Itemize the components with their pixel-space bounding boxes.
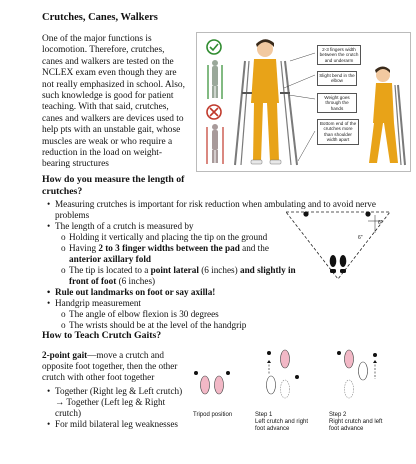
callout-weight-hands: Weight goes through the hands — [317, 93, 357, 113]
sub-item: o The wrists should be at the level of the handgrip — [61, 320, 247, 330]
distance-label: 6" — [358, 235, 363, 241]
sub-item: o The tip is located to a point lateral (6 inches) and slightly in — [61, 265, 296, 275]
intro-line: bearing structures — [42, 159, 109, 170]
intro-line: muscles are weak or who require a — [42, 136, 173, 147]
intro-line: not really emphasized in school. Also, — [42, 79, 185, 90]
list-item: • For mild bilateral leg weaknesses — [47, 419, 178, 429]
footprint-icon — [330, 255, 347, 273]
intro-line: canes and walkers are tested on the — [42, 56, 174, 67]
list-item: • Measuring crutches is important for risk reduction when ambulating and to avoid nerve — [47, 199, 376, 209]
list-item-cont: crutch) — [55, 408, 82, 418]
intro-line: canes and walkers are devices used to — [42, 113, 184, 124]
teach-heading: How to Teach Crutch Gaits? — [42, 330, 162, 341]
crutch-posture-illustration — [197, 33, 412, 173]
callout-crutch-apart: Bottom end of the crutches more than shoulder width apart — [317, 119, 359, 145]
list-item: • The length of a crutch is measured by — [47, 221, 194, 231]
check-icon — [207, 40, 221, 54]
sub-item: o Having 2 to 3 finger widths between the pad and the — [61, 243, 269, 253]
list-item: • Handgrip measurement — [47, 298, 141, 308]
measure-heading: How do you measure the length of crutches? — [42, 174, 185, 197]
sub-item-cont: anterior axillary fold — [69, 254, 151, 264]
sub-item: o Holding it vertically and placing the tip on the ground — [61, 232, 268, 242]
caption-step1: Step 1 Left crutch and right foot advance — [255, 412, 309, 432]
list-item: • Rule out landmarks on foot or say axilla! — [47, 287, 216, 297]
gait-steps-illustration — [193, 345, 398, 409]
distance-label: 6" — [378, 220, 383, 226]
page-title: Crutches, Canes, Walkers — [42, 12, 158, 23]
list-item-cont: → Together (Left leg & Right — [55, 397, 166, 407]
intro-line: such knowledge is good for patient — [42, 91, 174, 102]
gait-line: crutch with other foot together — [42, 372, 155, 382]
gait-description — [42, 350, 202, 383]
intro-paragraph — [42, 34, 192, 171]
intro-line: reduction in the load on weight- — [42, 148, 163, 159]
intro-line: NCLEX exam even though they are — [42, 68, 177, 79]
gait-line: opposite foot together, then the other — [42, 361, 178, 371]
side-figure — [369, 67, 405, 166]
intro-line: One of the major functions is — [42, 34, 152, 44]
step2-feet — [337, 350, 377, 398]
intro-line: locomotion. Therefore, crutches, — [42, 45, 165, 56]
crutch-placement-diagram — [282, 209, 394, 281]
callout-elbow-bend: Slight bend in the elbow — [317, 71, 357, 86]
sub-item-cont: front of foot (6 inches) — [69, 276, 156, 286]
intro-line: help pts with an unstable gait, whose — [42, 125, 181, 136]
gait-steps-figure — [193, 345, 398, 435]
list-item: • Together (Right leg & Left crutch) — [47, 386, 183, 396]
sub-item: o The angle of elbow flexion is 30 degrees — [61, 309, 219, 319]
gait-list — [47, 386, 197, 430]
caption-step2: Step 2 Right crutch and left foot advance — [329, 412, 383, 432]
callout-finger-width: 2-3 fingers width between the crutch and underarm — [317, 45, 361, 65]
intro-line: teaching. With that said, crutches, — [42, 102, 169, 113]
tripod-feet — [194, 371, 230, 394]
list-item-cont: problems — [55, 210, 90, 220]
step1-feet — [267, 350, 300, 398]
crutch-posture-figure — [196, 32, 411, 172]
caption-tripod: Tripod position — [193, 412, 233, 418]
gait-line: 2-point gait—move a crutch and — [42, 350, 164, 360]
main-figure — [235, 39, 297, 165]
